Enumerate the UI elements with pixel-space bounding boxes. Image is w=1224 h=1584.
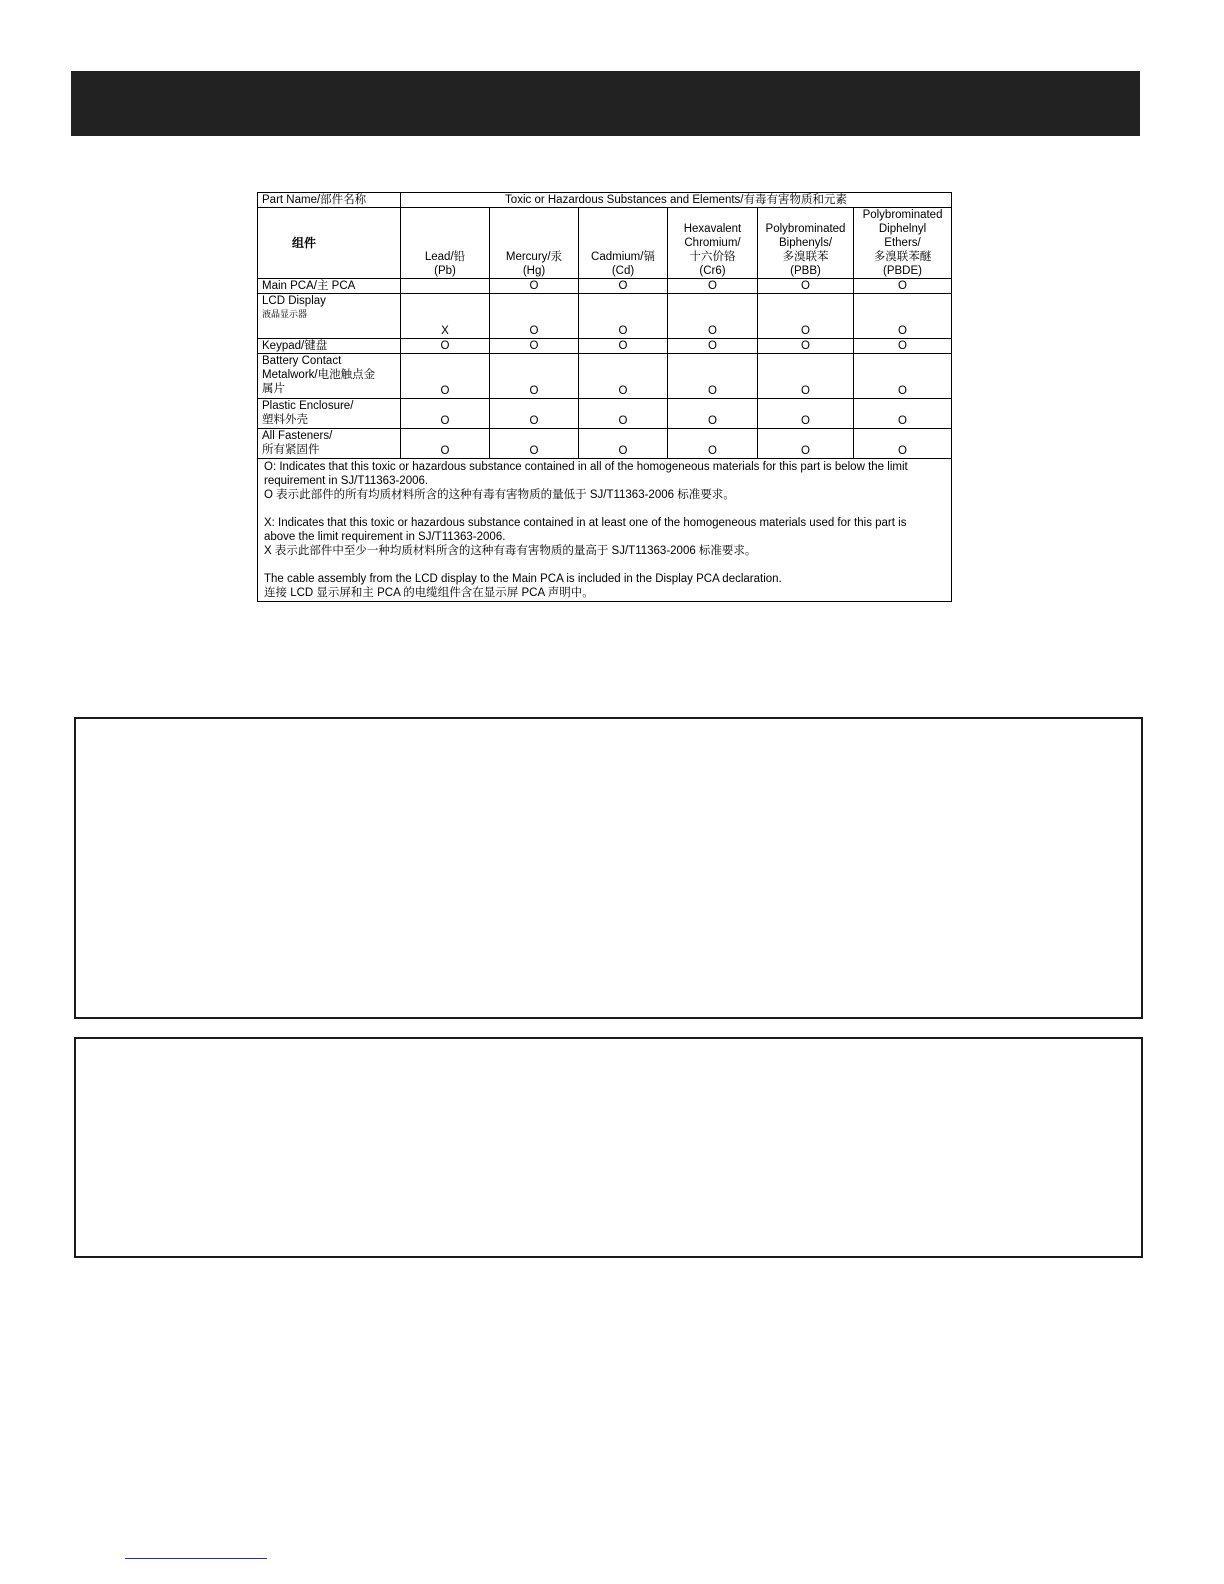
note-cable-english: The cable assembly from the LCD display to the Main PCA is included in the Display PCA declaration. — [264, 573, 782, 585]
value-cell: O — [758, 429, 854, 459]
part-name-cell: Main PCA/主 PCA — [258, 279, 401, 294]
value-cell: O — [758, 294, 854, 339]
part-name-cell: LCD Display 液晶显示器 — [258, 294, 401, 339]
value-cell: O — [668, 354, 758, 399]
value-cell: O — [758, 399, 854, 429]
value-cell: O — [668, 294, 758, 339]
value-cell: O — [490, 429, 579, 459]
value-cell: O — [579, 354, 668, 399]
value-cell: O — [490, 279, 579, 294]
part-name-cell: All Fasteners/ 所有紧固件 — [258, 429, 401, 459]
value-cell: O — [401, 339, 490, 354]
table-row — [258, 279, 952, 294]
value-cell: O — [668, 429, 758, 459]
value-cell: O — [758, 339, 854, 354]
column-header-cadmium: Cadmium/镉 (Cd) — [579, 208, 668, 279]
value-cell: O — [579, 279, 668, 294]
note-o-english: O: Indicates that this toxic or hazardous substance contained in all of the homogeneous materials for this part is below the limit requirement in SJ/T11363-2006. — [264, 461, 908, 487]
value-cell: O — [854, 294, 952, 339]
value-cell: O — [854, 399, 952, 429]
value-cell: O — [579, 429, 668, 459]
value-cell: O — [401, 399, 490, 429]
note-cable-chinese: 连接 LCD 显示屏和主 PCA 的电缆组件含在显示屏 PCA 声明中。 — [264, 587, 594, 599]
part-name-cell: Keypad/键盘 — [258, 339, 401, 354]
value-cell: O — [758, 354, 854, 399]
value-cell: O — [668, 399, 758, 429]
note-x-chinese: X 表示此部件中至少一种均质材料所含的这种有毒有害物质的量高于 SJ/T11363-2006 标准要求。 — [264, 545, 757, 557]
value-cell: O — [758, 279, 854, 294]
value-cell: X — [401, 294, 490, 339]
value-cell: O — [401, 429, 490, 459]
header-bar — [71, 71, 1140, 136]
table-row — [258, 354, 952, 399]
table-row — [258, 294, 952, 339]
value-cell — [401, 279, 490, 294]
column-header-pbb: Polybrominated Biphenyls/ 多溴联苯 (PBB) — [758, 208, 854, 279]
value-cell: O — [579, 339, 668, 354]
part-name-cell: Plastic Enclosure/ 塑料外壳 — [258, 399, 401, 429]
value-cell: O — [668, 279, 758, 294]
value-cell: O — [579, 294, 668, 339]
part-name-header: Part Name/部件名称 — [258, 193, 401, 208]
table-row — [258, 399, 952, 429]
note-x-english: X: Indicates that this toxic or hazardous substance contained in at least one of the homogeneous materials used for this part is above the limit requirement in SJ/T11363-2006. — [264, 517, 907, 543]
content-box-1 — [74, 717, 1143, 1019]
column-header-hexavalent-chromium: Hexavalent Chromium/ 十六价铬 (Cr6) — [668, 208, 758, 279]
substances-header: Toxic or Hazardous Substances and Elements/有毒有害物质和元素 — [401, 193, 952, 208]
value-cell: O — [579, 399, 668, 429]
table-row — [258, 429, 952, 459]
value-cell: O — [490, 294, 579, 339]
value-cell: O — [668, 339, 758, 354]
footer-link-underline[interactable] — [125, 1558, 267, 1559]
value-cell: O — [490, 399, 579, 429]
table-notes — [258, 459, 952, 602]
value-cell: O — [854, 279, 952, 294]
column-header-mercury: Mercury/汞 (Hg) — [490, 208, 579, 279]
component-label: 组件 — [258, 208, 401, 279]
hazardous-substances-table — [257, 192, 952, 602]
value-cell: O — [490, 354, 579, 399]
part-name-cell: Battery Contact Metalwork/电池触点金 属片 — [258, 354, 401, 399]
value-cell: O — [854, 354, 952, 399]
column-header-pbde: Polybrominated Diphelnyl Ethers/ 多溴联苯醚 (PBDE) — [854, 208, 952, 279]
value-cell: O — [854, 339, 952, 354]
value-cell: O — [401, 354, 490, 399]
column-header-lead: Lead/铅 (Pb) — [401, 208, 490, 279]
content-box-2 — [74, 1037, 1143, 1258]
value-cell: O — [490, 339, 579, 354]
note-o-chinese: O 表示此部件的所有均质材料所含的这种有毒有害物质的量低于 SJ/T11363-2006 标准要求。 — [264, 489, 735, 501]
table-row — [258, 339, 952, 354]
value-cell: O — [854, 429, 952, 459]
